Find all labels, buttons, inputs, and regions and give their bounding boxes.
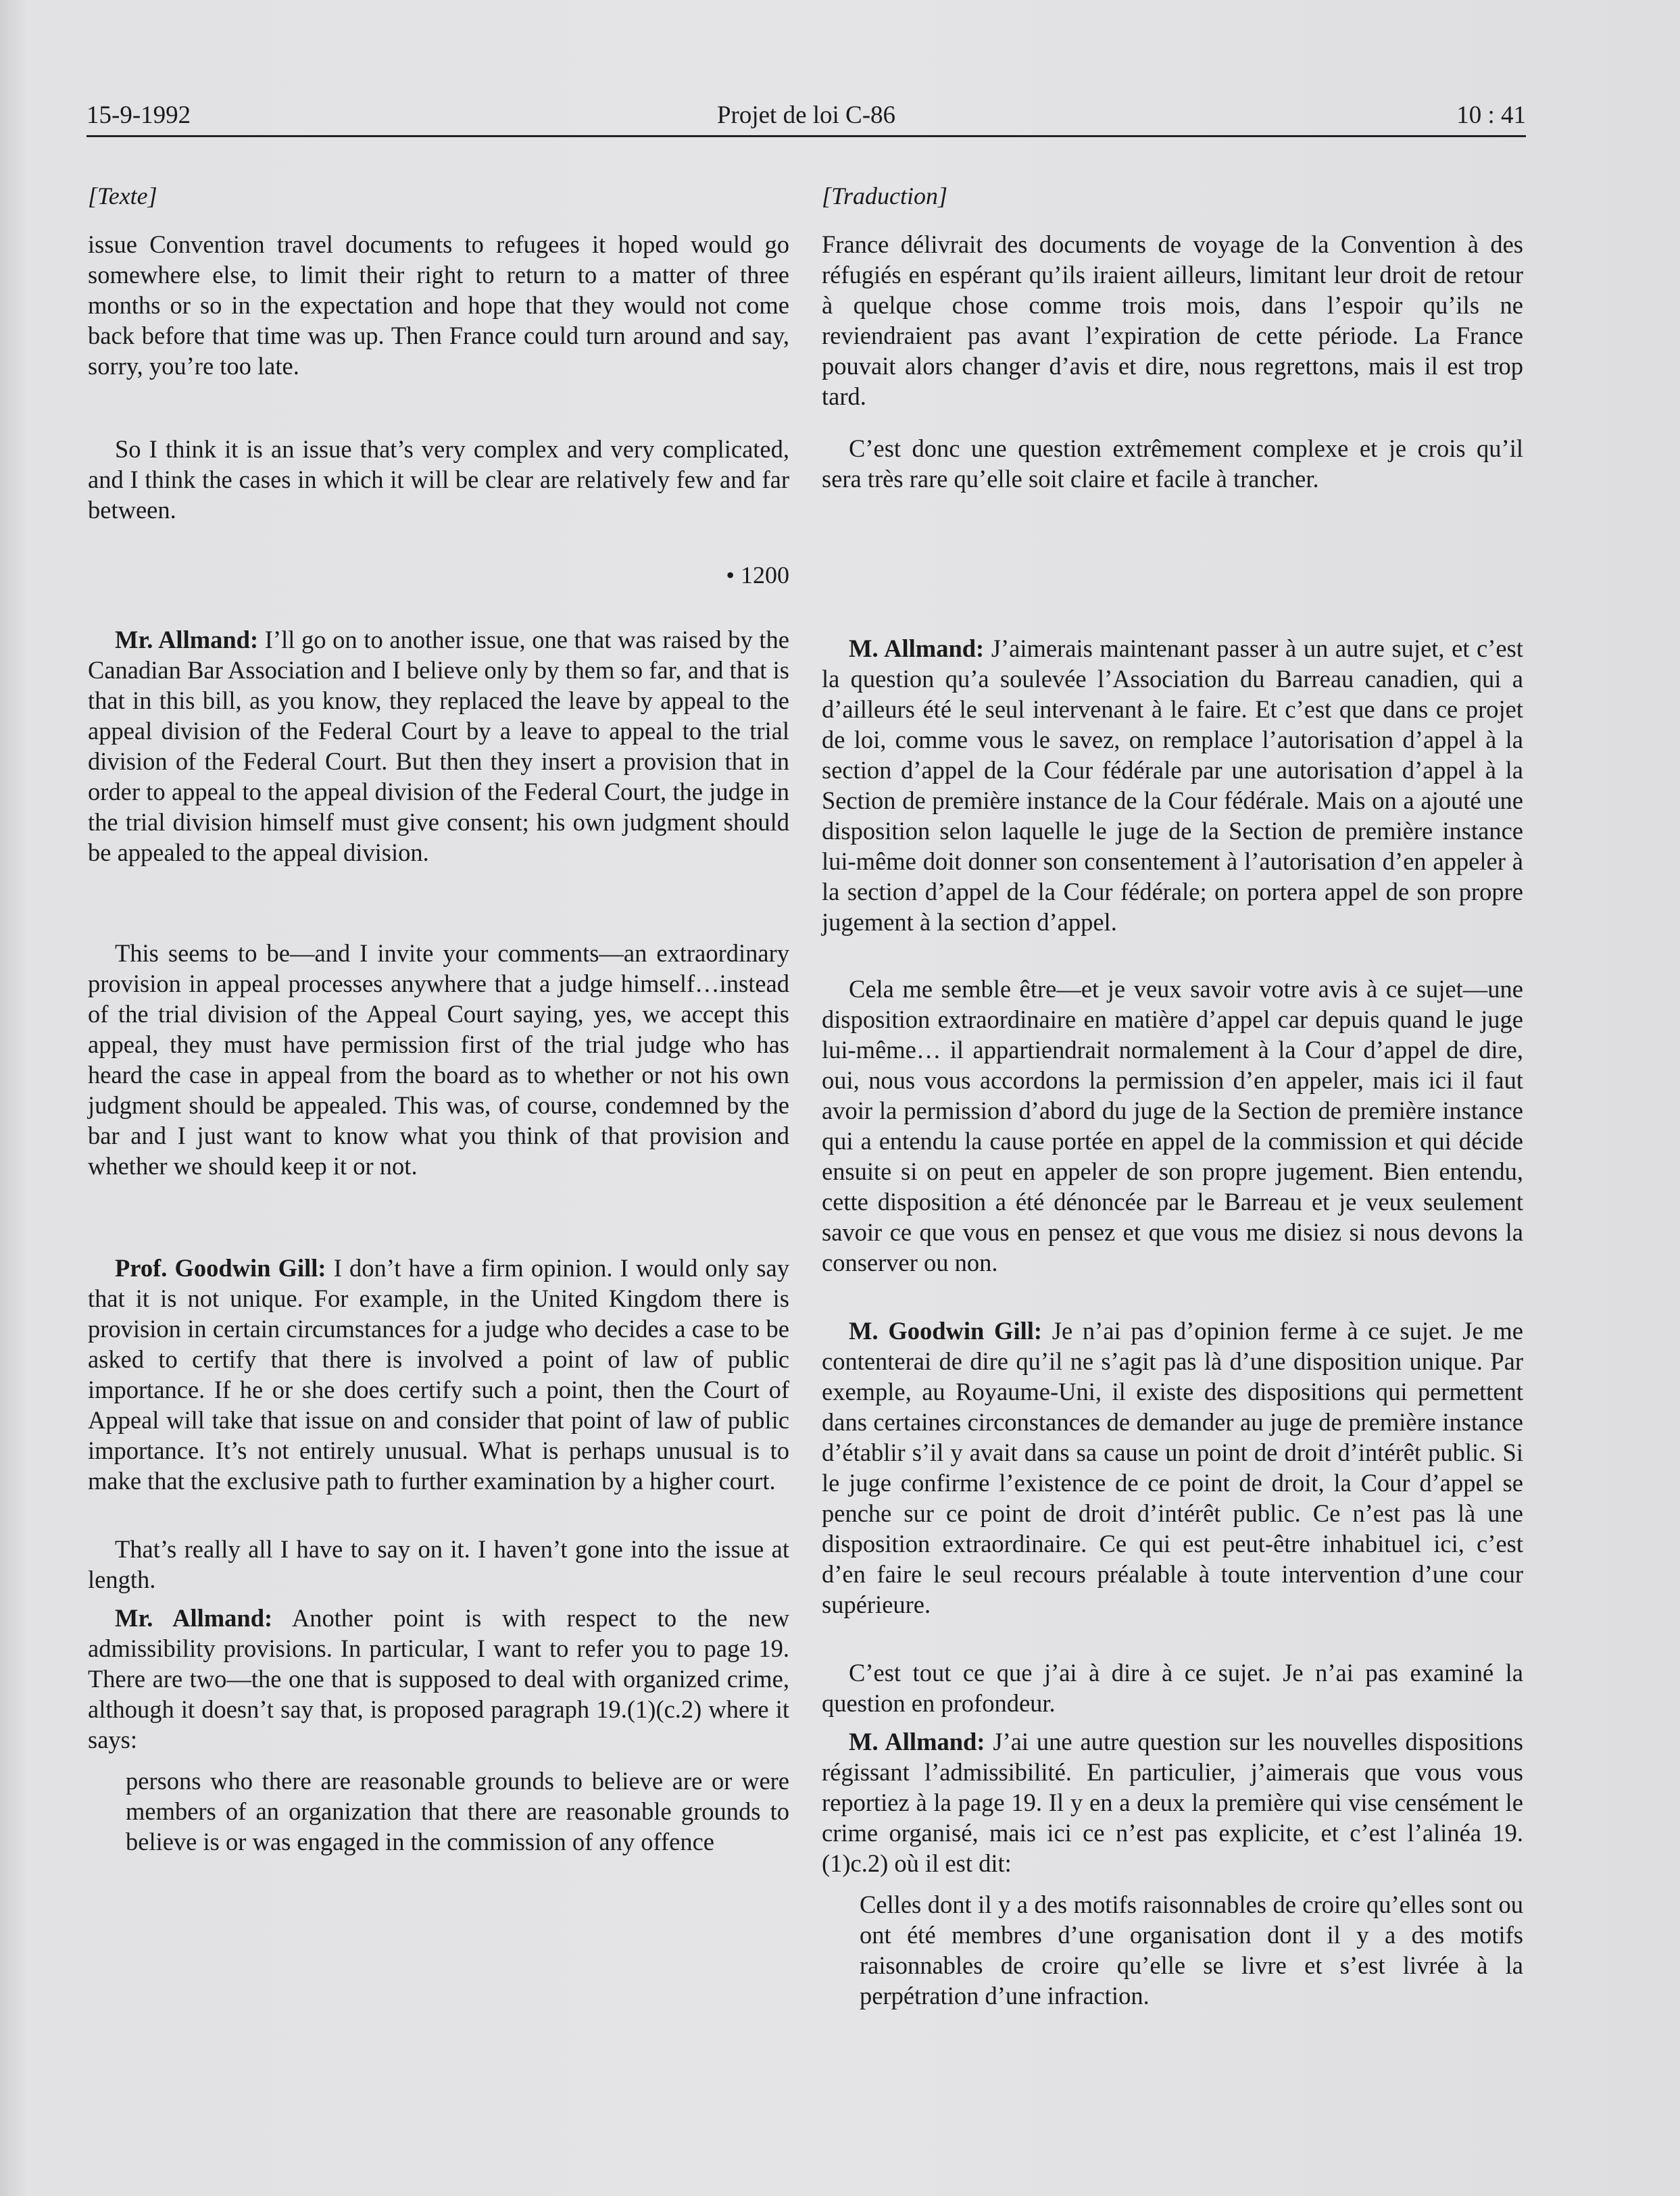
speech-text: Je n’ai pas d’opinion ferme à ce sujet. Je me contenterai de dire qu’il ne s’agit pas là d’une disposition unique. Par exemple, au Royaume-Uni, il existe des dispositions qui permettent dans certaines circonstances de demander au juge de première instance d’établir s’il y avait dans sa cause un point de droit d’intérêt public. Si le juge confirme l’existence de ce point de droit, la Cour d’appel se penche sur ce point de droit d’intérêt public. Ce n’est pas là une disposition extraordinaire. Ce qui est peut-être inhabituel ici, c’est d’en faire le seul recours préalable à toute intervention d’une cour supérieure. [822, 1317, 1523, 1618]
paragraph: This seems to be—and I invite your comments—an extraordinary provision in appeal processes anywhere that a judge himself…instead of the trial division of the Appeal Court saying, yes, we accept this appeal, they must have permission first of the trial judge who has heard the case in appeal from the board as to whether or not his own judgment should be appealed. This was, of course, condemned by the bar and I just want to know what you think of that provision and whether we should keep it or not. [88, 939, 789, 1180]
english-column [88, 181, 789, 1857]
paragraph: France délivrait des documents de voyage de la Convention à des réfugiés en espérant qu’ils iraient ailleurs, limitant leur droit de retour à quelque chose comme trois mois, dans l’espoir qu’ils ne reviendraient pas avant l’expiration de cette période. La France pouvait alors changer d’avis et dire, nous regrettons, mais il est trop tard. [822, 230, 1523, 410]
paragraph: So I think it is an issue that’s very complex and very complicated, and I think the cases in which it will be clear are relatively few and far between. [88, 435, 789, 524]
paragraph: issue Convention travel documents to refugees it hoped would go somewhere else, to limit their right to return to a matter of three months or so in the expectation and hope that they would not come back before that time was up. Then France could turn around and say, sorry, you’re too late. [88, 230, 789, 380]
speaker-name: Prof. Goodwin Gill: [115, 1254, 326, 1282]
header-page-number: 10 : 41 [1456, 101, 1526, 129]
speaker-name: Mr. Allmand: [115, 626, 259, 653]
speech-paragraph [88, 624, 789, 868]
time-marker: • 1200 [726, 562, 789, 589]
speech-text: J’aimerais maintenant passer à un autre sujet, et c’est la question qu’a soulevée l’Association du Barreau canadien, qui a d’ailleurs été le seul intervenant à le faire. Et c’est que dans ce projet de loi, comme vous le savez, on remplace l’autorisation d’appel à la section d’appel de la Cour fédérale par une autorisation d’appel à la Section de première instance de la Cour fédérale. Mais on a ajouté une disposition selon laquelle le juge de la Section de première instance lui-même doit donner son consentement à l’autorisation d’en appeler à la section d’appel de la Cour fédérale; on portera appel de son propre jugement à la section d’appel. [822, 634, 1523, 936]
page-header [87, 100, 1526, 137]
speaker-name: M. Allmand: [849, 634, 985, 662]
french-column [822, 181, 1523, 2011]
header-date: 15-9-1992 [87, 101, 191, 129]
speaker-name: M. Goodwin Gill: [849, 1317, 1043, 1345]
text-label: [Texte] [88, 182, 157, 209]
speech-paragraph [822, 1316, 1523, 1620]
header-title: Projet de loi C-86 [716, 101, 896, 129]
speaker-name: Mr. Allmand: [115, 1604, 273, 1632]
paragraph: C’est tout ce que j’ai à dire à ce sujet. Je n’ai pas examiné la question en profondeur. [822, 1659, 1523, 1717]
speech-text: J’ai une autre question sur les nouvelles dispositions régissant l’admissibilité. En particulier, j’aimerais que vous vous reportiez à la page 19. Il y en a deux la première qui vise censément le crime organisé, mais ici ce n’est pas explicite, et c’est l’alinéa 19.(1)c.2) où il est dit: [822, 1728, 1523, 1877]
speech-text: Another point is with respect to the new admissibility provisions. In particular, I want to refer you to page 19. There are two—the one that is supposed to deal with organized crime, although it doesn’t say that, is proposed paragraph 19.(1)(c.2) where it says: [88, 1604, 789, 1753]
speech-text: I’ll go on to another issue, one that was raised by the Canadian Bar Association and I believe only by them so far, and that is that in this bill, as you know, they replaced the leave by appeal to the appeal division of the Federal Court by a leave to appeal to the trial division of the Federal Court. But then they insert a provision that in order to appeal to the appeal division of the Federal Court, the judge in the trial division himself must give consent; his own judgment should be appealed to the appeal division. [88, 626, 789, 866]
speech-text: I don’t have a firm opinion. I would only say that it is not unique. For example, in the United Kingdom there is provision in certain circumstances for a judge who decides a case to be asked to certify that there is involved a point of law of public importance. If he or she does certify such a point, then the Court of Appeal will take that issue on and consider that point of law of public importance. It’s not entirely unusual. What is perhaps unusual is to make that the exclusive path to further examination by a higher court. [88, 1254, 789, 1495]
paragraph: Cela me semble être—et je veux savoir votre avis à ce sujet—une disposition extraordinaire en matière d’appel car depuis quand le juge lui-même… il appartiendrait normalement à la Cour d’appel de dire, oui, nous vous accordons la permission d’en appeler, mais ici il faut avoir la permission d’abord du juge de la Section de première instance qui a entendu la cause portée en appel de la commission et qui décide ensuite si on peut en appeler de son propre jugement. Bien entendu, cette disposition a été dénoncée par le Barreau et je veux seulement savoir ce que vous en pensez et que vous me disiez si nous devons la conserver ou non. [822, 975, 1523, 1276]
speech-paragraph [822, 633, 1523, 937]
speaker-name: M. Allmand: [849, 1728, 985, 1755]
speech-paragraph [88, 1253, 789, 1496]
translation-label: [Traduction] [822, 182, 948, 209]
paragraph: That’s really all I have to say on it. I haven’t gone into the issue at length. [88, 1535, 789, 1593]
speech-paragraph [822, 1726, 1523, 1878]
speech-paragraph [88, 1603, 789, 1755]
quoted-provision: persons who there are reasonable grounds to believe are or were members of an organization that there are reasonable grounds to believe is or was engaged in the commission of any offence [126, 1767, 789, 1855]
paragraph: C’est donc une question extrêmement complexe et je crois qu’il sera très rare qu’elle soit claire et facile à trancher. [822, 434, 1523, 493]
quoted-provision: Celles dont il y a des motifs raisonnables de croire qu’elles sont ou ont été membres d’une organisation dont il y a des motifs raisonnables de croire qu’elle se livre et s’est livrée à la perpétration d’une infraction. [860, 1891, 1523, 2010]
